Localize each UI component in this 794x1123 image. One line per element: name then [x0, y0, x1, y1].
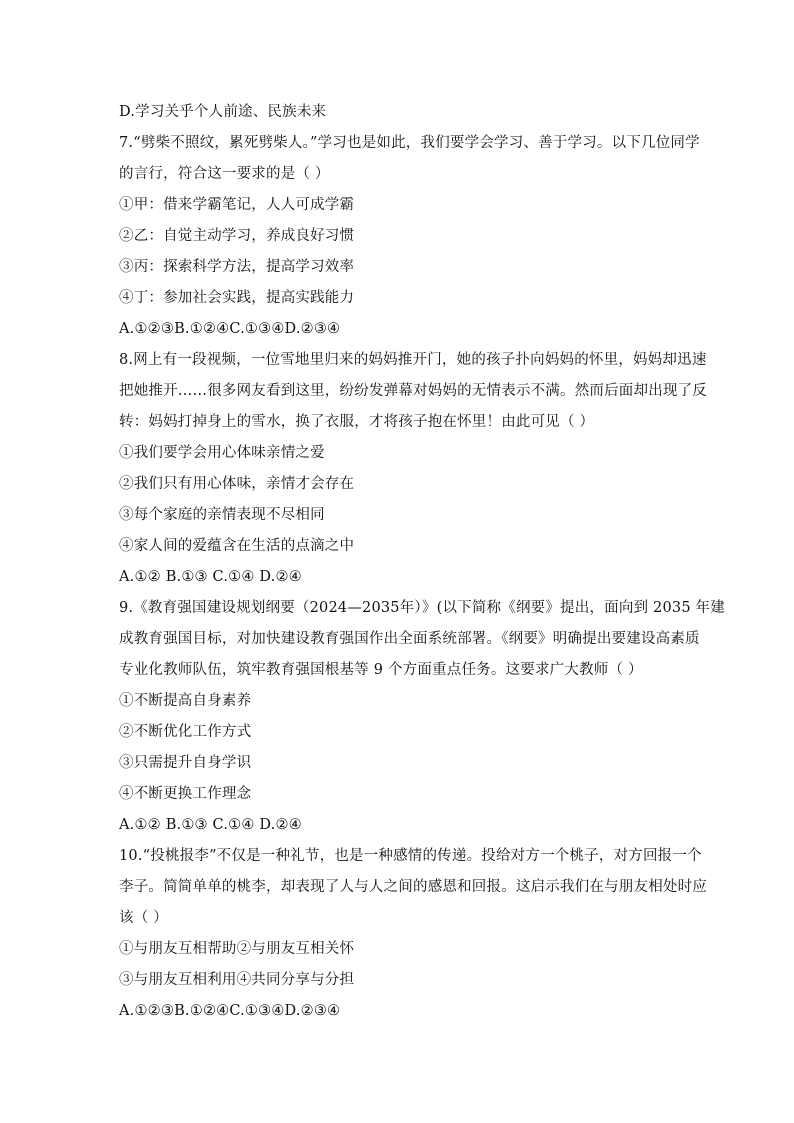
- question-7-stem-line-1: 7.“劈柴不照纹，累死劈柴人。”学习也是如此，我们要学会学习、善于学习。以下几位同学: [119, 135, 700, 151]
- question-8-stem-line-2: 把她推开……很多网友看到这里，纷纷发弹幕对妈妈的无情表示不满。然而后面却出现了反: [119, 383, 707, 399]
- question-8-stem-line-1: 8.网上有一段视频，一位雪地里归来的妈妈推开门，她的孩子扑向妈妈的怀里，妈妈却迅速: [119, 352, 707, 368]
- question-9-answers: A.①② B.①③ C.①④ D.②④: [119, 817, 302, 833]
- question-7-answers: A.①②③B.①②④C.①③④D.②③④: [119, 321, 341, 337]
- question-7-option-3: ③丙：探索科学方法，提高学习效率: [119, 259, 355, 275]
- question-7-stem-line-2: 的言行，符合这一要求的是（ ）: [119, 166, 330, 182]
- text-line: D.学习关乎个人前途、民族未来: [119, 104, 327, 120]
- question-9-stem-line-3: 专业化教师队伍，筑牢教育强国根基等 9 个方面重点任务。这要求广大教师（ ）: [119, 662, 643, 678]
- question-10-stem-line-3: 该（ ）: [119, 910, 168, 926]
- question-8-stem-line-3: 转：妈妈打掉身上的雪水，换了衣服，才将孩子抱在怀里！由此可见（ ）: [119, 414, 595, 430]
- question-9-option-1: ①不断提高自身素养: [119, 693, 252, 709]
- question-8-option-1: ①我们要学会用心体味亲情之爱: [119, 445, 325, 461]
- question-10-options-line-1: ①与朋友互相帮助②与朋友互相关怀: [119, 941, 355, 957]
- question-10-options-line-2: ③与朋友互相利用④共同分享与分担: [119, 972, 355, 988]
- question-8-option-3: ③每个家庭的亲情表现不尽相同: [119, 507, 325, 523]
- question-10-stem-line-2: 李子。简简单单的桃李，却表现了人与人之间的感恩和回报。这启示我们在与朋友相处时应: [119, 879, 707, 895]
- question-9-stem-line-2: 成教育强国目标，对加快建设教育强国作出全面系统部署。《纲要》明确提出要建设高素质: [119, 631, 700, 647]
- question-9-option-2: ②不断优化工作方式: [119, 724, 252, 740]
- question-9-option-4: ④不断更换工作理念: [119, 786, 252, 802]
- question-7-option-4: ④丁：参加社会实践，提高实践能力: [119, 290, 355, 306]
- question-9-stem-line-1: 9.《教育强国建设规划纲要（2024—2035年）》(以下简称《纲要》提出，面向到 2035 年建: [119, 600, 725, 616]
- question-8-option-4: ④家人间的爱蕴含在生活的点滴之中: [119, 538, 355, 554]
- question-9-option-3: ③只需提升自身学识: [119, 755, 252, 771]
- question-8-option-2: ②我们只有用心体味，亲情才会存在: [119, 476, 355, 492]
- question-7-option-1: ①甲：借来学霸笔记，人人可成学霸: [119, 197, 355, 213]
- question-8-answers: A.①② B.①③ C.①④ D.②④: [119, 569, 302, 585]
- question-7-option-2: ②乙：自觉主动学习，养成良好习惯: [119, 228, 355, 244]
- question-10-stem-line-1: 10.“投桃报李”不仅是一种礼节，也是一种感情的传递。投给对方一个桃子，对方回报一个: [119, 848, 702, 864]
- question-10-answers: A.①②③B.①②④C.①③④D.②③④: [119, 1003, 341, 1019]
